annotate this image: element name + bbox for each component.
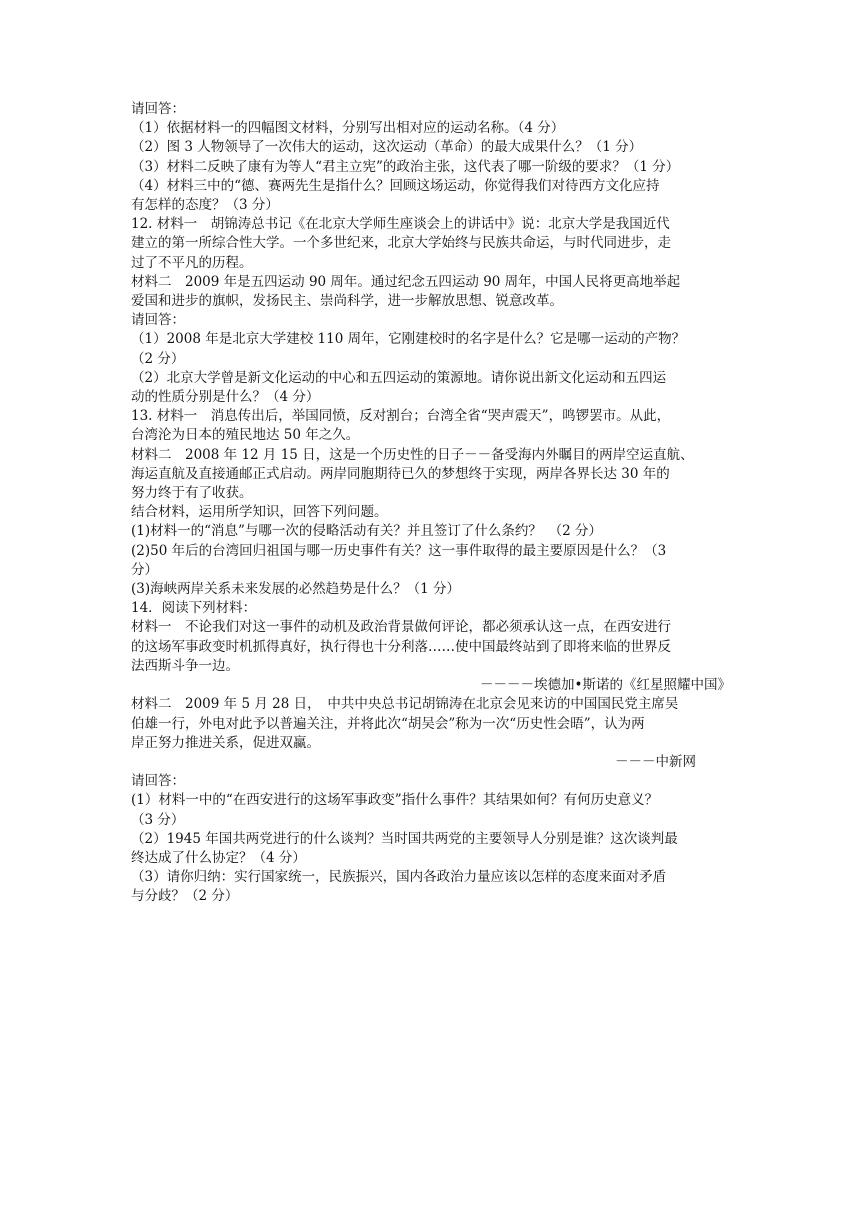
text-line: （4）材料三中的“德、赛两先生是指什么？回顾这场运动，你觉得我们对待西方文化应持: [131, 177, 660, 194]
citation-line: －－－－埃德加•斯诺的《红星照耀中国》: [480, 677, 731, 694]
text-line: 建立的第一所综合性大学。一个多世纪来，北京大学始终与民族共命运，与时代同进步，走: [131, 235, 671, 252]
text-line: （3）请你归纳：实行国家统一，民族振兴，国内各政治力量应该以怎样的态度来面对矛盾: [131, 869, 667, 886]
text-line: 动的性质分别是什么？（4 分）: [131, 389, 320, 406]
text-line: 过了不平凡的历程。: [131, 254, 253, 271]
text-line: （3 分）: [131, 811, 185, 828]
text-line: 爱国和进步的旗帜，发扬民主、崇尚科学，进一步解放思想、锐意改革。: [131, 293, 563, 310]
text-line: （2 分）: [131, 350, 185, 367]
text-line: (1）材料一中的“在西安进行的这场军事政变”指什么事件？其结果如何？有何历史意义？: [131, 792, 659, 809]
text-line: （1）2008 年是北京大学建校 110 周年，它刚建校时的名字是什么？它是哪一运动的产物？: [131, 331, 686, 348]
text-line: 有怎样的态度？（3 分）: [131, 197, 279, 214]
text-line: （2）北京大学曾是新文化运动的中心和五四运动的策源地。请你说出新文化运动和五四运: [131, 369, 667, 386]
text-line: （3）材料二反映了康有为等人“君主立宪”的政治主张，这代表了哪一阶级的要求？（1 分）: [131, 158, 680, 175]
text-line: 法西斯斗争一边。: [131, 657, 239, 674]
text-line: 材料二 2008 年 12 月 15 日，这是一个历史性的日子－－备受海内外瞩目的两岸空运直航、: [131, 446, 694, 463]
text-line: 分）: [131, 561, 158, 578]
text-line: 13. 材料一 消息传出后，举国同愤，反对割台；台湾全省“哭声震天”，鸣锣罢市。从此，: [131, 408, 671, 425]
text-line: 海运直航及直接通邮正式启动。两岸同胞期待已久的梦想终于实现，两岸各界长达 30 年的: [131, 465, 670, 482]
text-line: (2)50 年后的台湾回归祖国与哪一历史事件有关？这一事件取得的最主要原因是什么？（3: [131, 542, 667, 559]
text-line: 伯雄一行，外电对此予以普遍关注，并将此次“胡吴会”称为一次“历史性会晤”，认为两: [131, 715, 645, 732]
text-line: 材料二 2009 年 5 月 28 日， 中共中央总书记胡锦涛在北京会见来访的中国国民党主席吴: [131, 696, 679, 713]
text-line: 终达成了什么协定？（4 分）: [131, 849, 306, 866]
text-line: 请回答：: [131, 312, 185, 329]
text-line: 材料二 2009 年是五四运动 90 周年。通过纪念五四运动 90 周年，中国人民将更高地举起: [131, 273, 681, 290]
text-line: 岸正努力推进关系，促进双赢。: [131, 734, 320, 751]
text-line: 12. 材料一 胡锦涛总书记《在北京大学师生座谈会上的讲话中》说：北京大学是我国近代: [131, 216, 670, 233]
text-line: (1)材料一的“消息”与哪一次的侵略活动有关？并且签订了什么条约？ （2 分）: [131, 523, 603, 540]
text-line: 与分歧？（2 分）: [131, 888, 239, 905]
text-line: 请回答：: [131, 773, 185, 790]
document-page: [131, 100, 731, 907]
citation-line: －－－中新网: [615, 753, 696, 770]
text-line: 14．阅读下列材料：: [131, 600, 257, 617]
text-line: 的这场军事政变时机抓得真好，执行得也十分利落……使中国最终站到了即将来临的世界反: [131, 638, 671, 655]
text-line: 结合材料，运用所学知识，回答下列问题。: [131, 504, 388, 521]
text-line: 努力终于有了收获。: [131, 485, 253, 502]
text-line: （1）依据材料一的四幅图文材料，分别写出相对应的运动名称。（4 分）: [131, 120, 565, 137]
text-line: （2）图 3 人物领导了一次伟大的运动，这次运动（革命）的最大成果什么？（1 分）: [131, 139, 643, 156]
text-line: 请回答：: [131, 101, 185, 117]
text-line: （2）1945 年国共两党进行的什么谈判？当时国共两党的主要领导人分别是谁？这次谈判最: [131, 830, 678, 847]
text-line: 台湾沦为日本的殖民地达 50 年之久。: [131, 427, 360, 444]
text-line: 材料一 不论我们对这一事件的动机及政治背景做何评论，都必须承认这一点，在西安进行: [131, 619, 671, 636]
text-line: (3)海峡两岸关系未来发展的必然趋势是什么？（1 分）: [131, 581, 461, 598]
